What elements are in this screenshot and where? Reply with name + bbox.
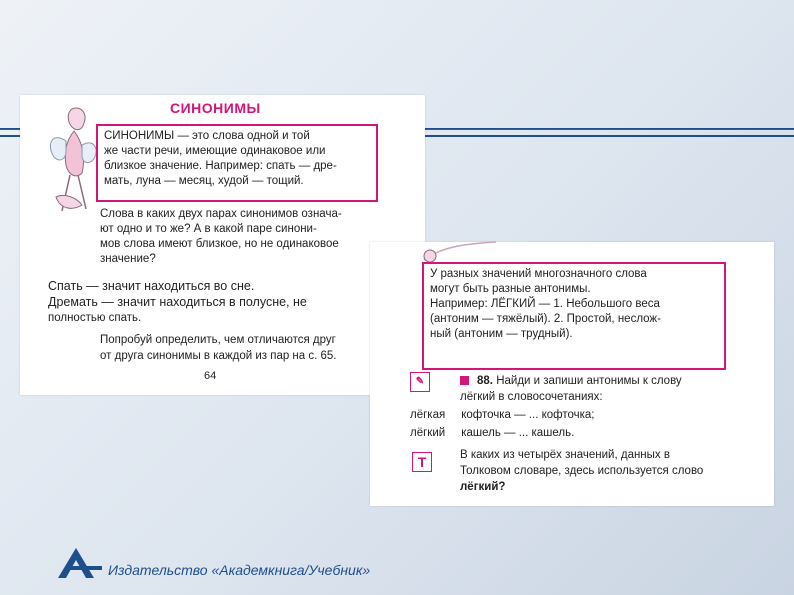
example-line: Дремать — значит находиться в полусне, не — [48, 295, 307, 309]
dictionary-icon: Т — [412, 452, 432, 472]
example-phrase: кашель — ... кашель. — [461, 427, 575, 439]
info-line: У разных значений многозначного слова — [430, 268, 647, 280]
definition-line: мать, луна — месяц, худой — тощий. — [104, 175, 304, 187]
task-line: от друга синонимы в каждой из пар на с. 65. — [100, 350, 337, 362]
question-line: Толковом словаре, здесь используется слово — [460, 465, 704, 477]
task-line: Найди и запиши антонимы к слову — [496, 375, 682, 387]
question-line: Слова в каких двух парах синонимов означа- — [100, 208, 342, 220]
question-line: лёгкий? — [460, 481, 506, 493]
example-word: лёгкая — [410, 409, 446, 421]
definition-line: СИНОНИМЫ — это слова одной и той — [104, 130, 310, 142]
task-number: 88. — [477, 375, 493, 387]
textbook-page-64 — [20, 95, 425, 395]
publisher-name: Издательство «Академкнига/Учебник» — [108, 562, 371, 578]
example-row — [410, 408, 595, 423]
info-line: ный (антоним — трудный). — [430, 328, 573, 340]
task-line: лёгкий в словосочетаниях: — [460, 391, 603, 403]
task-marker-icon — [460, 376, 469, 385]
question-line: мов слова имеют близкое, но не одинаковое — [100, 238, 339, 250]
textbook-page-65 — [370, 242, 774, 506]
page-number: 64 — [204, 370, 217, 382]
publisher-logo-icon — [58, 548, 102, 578]
example-word: лёгкий — [410, 427, 446, 439]
publisher-footer — [58, 548, 370, 578]
fairy-illustration-icon — [42, 101, 102, 221]
info-line: могут быть разные антонимы. — [430, 283, 591, 295]
example-row — [410, 426, 574, 441]
question-line: В каких из четырёх значений, данных в — [460, 449, 670, 461]
pencil-icon: ✎ — [410, 372, 430, 392]
definition-box — [96, 124, 378, 202]
info-line: (антоним — тяжёлый). 2. Простой, неслож- — [430, 313, 661, 325]
definition-line: близкое значение. Например: спать — дре- — [104, 160, 337, 172]
antonyms-info-box — [422, 262, 726, 370]
question-line: ют одно и то же? А в какой паре синони- — [100, 223, 317, 235]
page-title: СИНОНИМЫ — [170, 100, 261, 116]
task-line: Попробуй определить, чем отличаются друг — [100, 334, 336, 346]
example-line: полностью спать. — [48, 312, 142, 324]
question-line: значение? — [100, 253, 156, 265]
definition-line: же части речи, имеющие одинаковое или — [104, 145, 326, 157]
example-line: Спать — значит находиться во сне. — [48, 279, 255, 293]
task-88 — [460, 374, 682, 389]
info-line: Например: ЛЁГКИЙ — 1. Небольшого веса — [430, 298, 660, 310]
example-phrase: кофточка — ... кофточка; — [461, 409, 595, 421]
